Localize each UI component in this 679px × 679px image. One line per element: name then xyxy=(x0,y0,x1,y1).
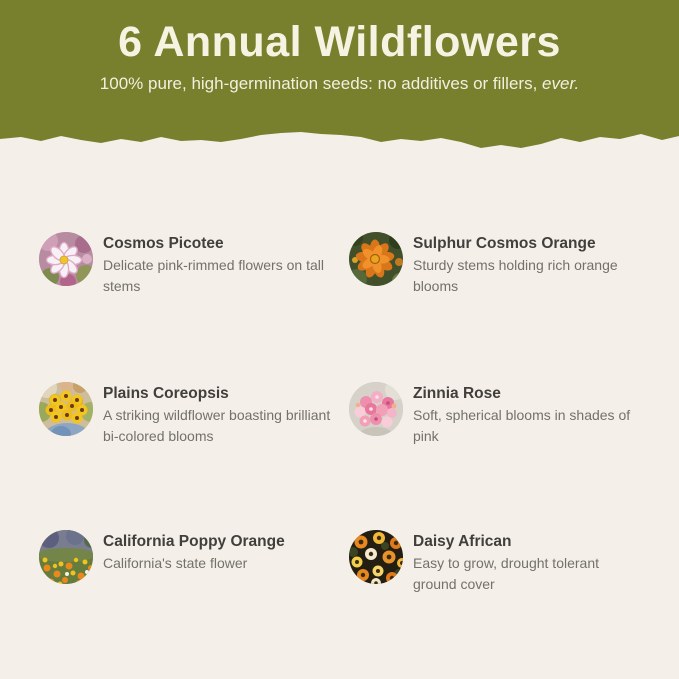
wildflower-item-plains-coreopsis xyxy=(39,382,349,447)
wildflower-item-sulphur-cosmos-orange xyxy=(349,232,659,297)
item-description: Sturdy stems holding rich orange blooms xyxy=(413,257,618,294)
page-subtitle-emphasis: ever. xyxy=(542,74,580,93)
wildflower-item-california-poppy-orange xyxy=(39,530,349,584)
item-title: California Poppy Orange xyxy=(103,533,285,550)
california-poppy-orange-photo xyxy=(39,530,93,584)
daisy-african-photo xyxy=(349,530,403,584)
plains-coreopsis-photo xyxy=(39,382,93,436)
wildflower-item-zinnia-rose xyxy=(349,382,659,447)
item-title: Cosmos Picotee xyxy=(103,235,224,252)
item-title: Daisy African xyxy=(413,533,512,550)
item-description: Easy to grow, drought tolerant ground cover xyxy=(413,555,599,592)
item-title: Zinnia Rose xyxy=(413,385,501,402)
cosmos-picotee-photo xyxy=(39,232,93,286)
wildflower-item-cosmos-picotee xyxy=(39,232,349,297)
item-title: Plains Coreopsis xyxy=(103,385,229,402)
page-subtitle xyxy=(0,72,679,96)
page-subtitle-text: 100% pure, high-germination seeds: no additives or fillers, xyxy=(99,74,543,93)
item-description: California's state flower xyxy=(103,555,248,571)
zinnia-rose-photo xyxy=(349,382,403,436)
item-description: Soft, spherical blooms in shades of pink xyxy=(413,407,631,444)
sulphur-cosmos-orange-photo xyxy=(349,232,403,286)
item-description: A striking wildflower boasting brilliant bi-colored blooms xyxy=(103,407,331,444)
item-title: Sulphur Cosmos Orange xyxy=(413,235,596,252)
item-description: Delicate pink-rimmed flowers on tall stems xyxy=(103,257,324,294)
wildflower-item-daisy-african xyxy=(349,530,659,595)
page-title: 6 Annual Wildflowers xyxy=(118,18,561,66)
